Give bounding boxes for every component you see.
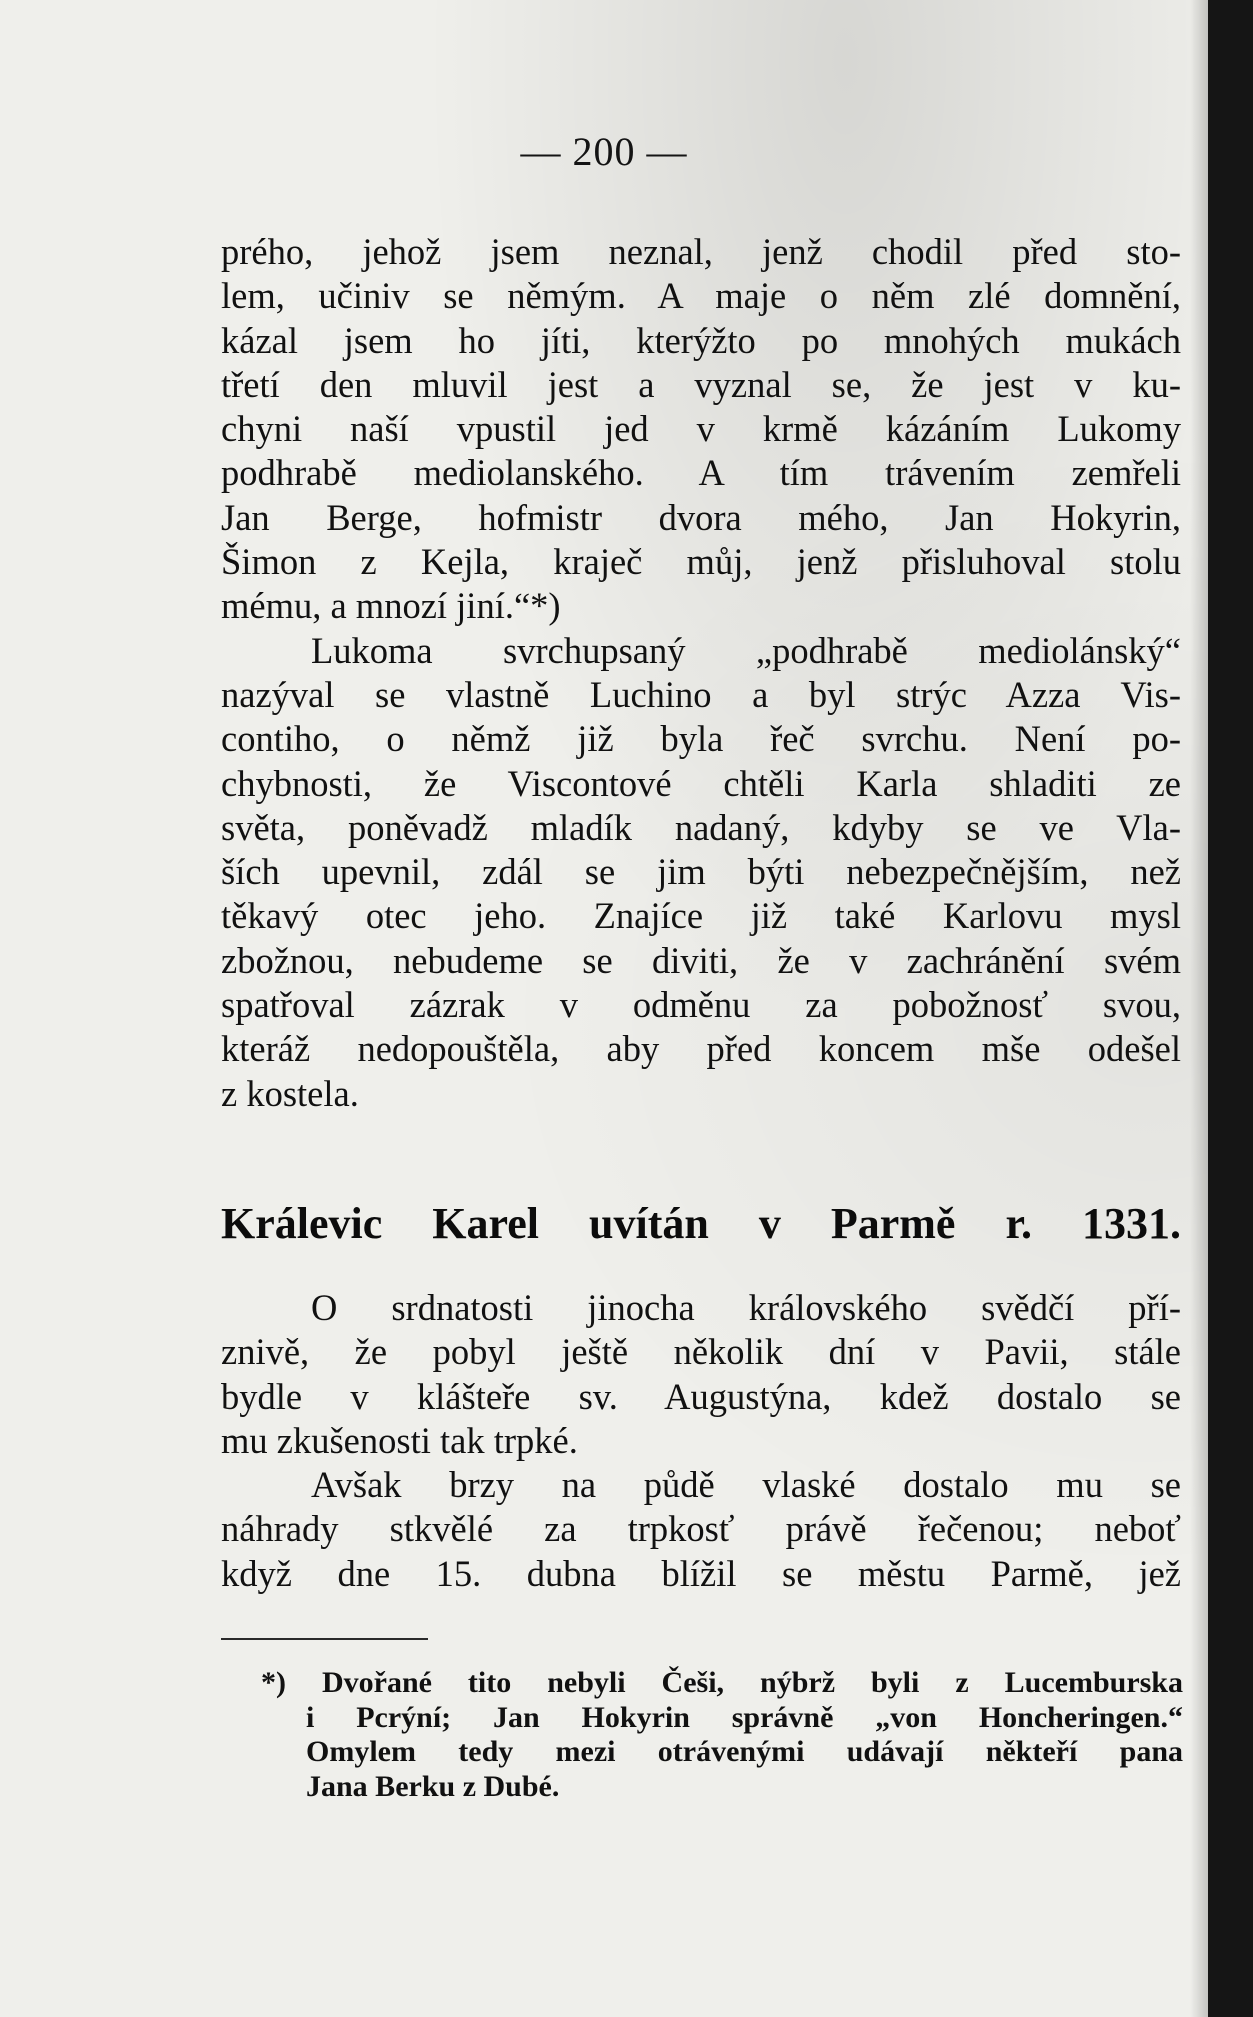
- text-line: podhrabě mediolanského. A tím trávením zemřeli: [221, 452, 1181, 494]
- text-line: contiho, o němž již byla řeč svrchu. Není po-: [221, 718, 1181, 760]
- text-line: mu zkušenosti tak trpké.: [221, 1419, 578, 1461]
- page-number: — 200 —: [520, 129, 688, 174]
- text-line: bydle v klášteře sv. Augustýna, kdež dostalo se: [221, 1375, 1181, 1417]
- footnote-line: Jana Berku z Dubé.: [306, 1769, 560, 1803]
- text-line: Šimon z Kejla, kraječ můj, jenž přisluhoval stolu: [221, 541, 1181, 583]
- main-text-block: [221, 230, 1181, 1116]
- text-line: prého, jehož jsem neznal, jenž chodil před sto-: [221, 231, 1181, 272]
- text-line: světa, poněvadž mladík nadaný, kdyby se ve Vla-: [221, 806, 1181, 848]
- text-line: náhrady stkvělé za trpkosť právě řečenou; neboť: [221, 1508, 1181, 1550]
- text-line: když dne 15. dubna blížil se městu Parmě, jež: [221, 1552, 1181, 1594]
- footnote-line: i Pcrýní; Jan Hokyrin správně „von Honcheringen.“: [306, 1700, 1183, 1734]
- text-line: spatřoval zázrak v odměnu za pobožnosť svou,: [221, 984, 1181, 1026]
- footnote-line: *) Dvořané tito nebyli Češi, nýbrž byli z Lucemburska: [261, 1666, 1183, 1699]
- text-line: nazýval se vlastně Luchino a byl strýc Azza Vis-: [221, 673, 1181, 715]
- text-line: Jan Berge, hofmistr dvora mého, Jan Hokyrin,: [221, 496, 1181, 538]
- footnote-divider: [221, 1638, 428, 1640]
- text-line: Lukoma svrchupsaný „podhrabě mediolánský“: [311, 629, 1181, 671]
- page-edge-shadow: [1190, 0, 1208, 2017]
- section-heading: Králevic Karel uvítán v Parmě r. 1331.: [221, 1199, 1181, 1248]
- text-line: třetí den mluvil jest a vyznal se, že jest v ku-: [221, 363, 1181, 405]
- footnote: [221, 1666, 1183, 1804]
- text-line: ších upevnil, zdál se jim býti nebezpečnějším, než: [221, 851, 1181, 893]
- text-line: chyni naší vpustil jed v krmě kázáním Lukomy: [221, 408, 1181, 450]
- text-line: z kostela.: [221, 1072, 359, 1114]
- footnote-line: Omylem tedy mezi otrávenými udávají někteří pana: [306, 1735, 1183, 1768]
- text-line: kteráž nedopouštěla, aby před koncem mše odešel: [221, 1028, 1181, 1070]
- text-line: O srdnatosti jinocha královského svědčí pří-: [311, 1287, 1181, 1328]
- section-text-block: [221, 1286, 1181, 1596]
- text-line: těkavý otec jeho. Znajíce již také Karlovu mysl: [221, 895, 1181, 937]
- text-line: kázal jsem ho jíti, kterýžto po mnohých mukách: [221, 319, 1181, 361]
- text-line: chybnosti, že Viscontové chtěli Karla shladiti ze: [221, 762, 1181, 804]
- text-line: Avšak brzy na půdě vlaské dostalo mu se: [311, 1464, 1181, 1506]
- text-line: znivě, že pobyl ještě několik dní v Pavii, stále: [221, 1331, 1181, 1373]
- text-line: lem, učiniv se němým. A maje o něm zlé domnění,: [221, 275, 1181, 317]
- text-line: zbožnou, nebudeme se diviti, že v zachránění svém: [221, 939, 1181, 981]
- text-line: mému, a mnozí jiní.“*): [221, 585, 561, 627]
